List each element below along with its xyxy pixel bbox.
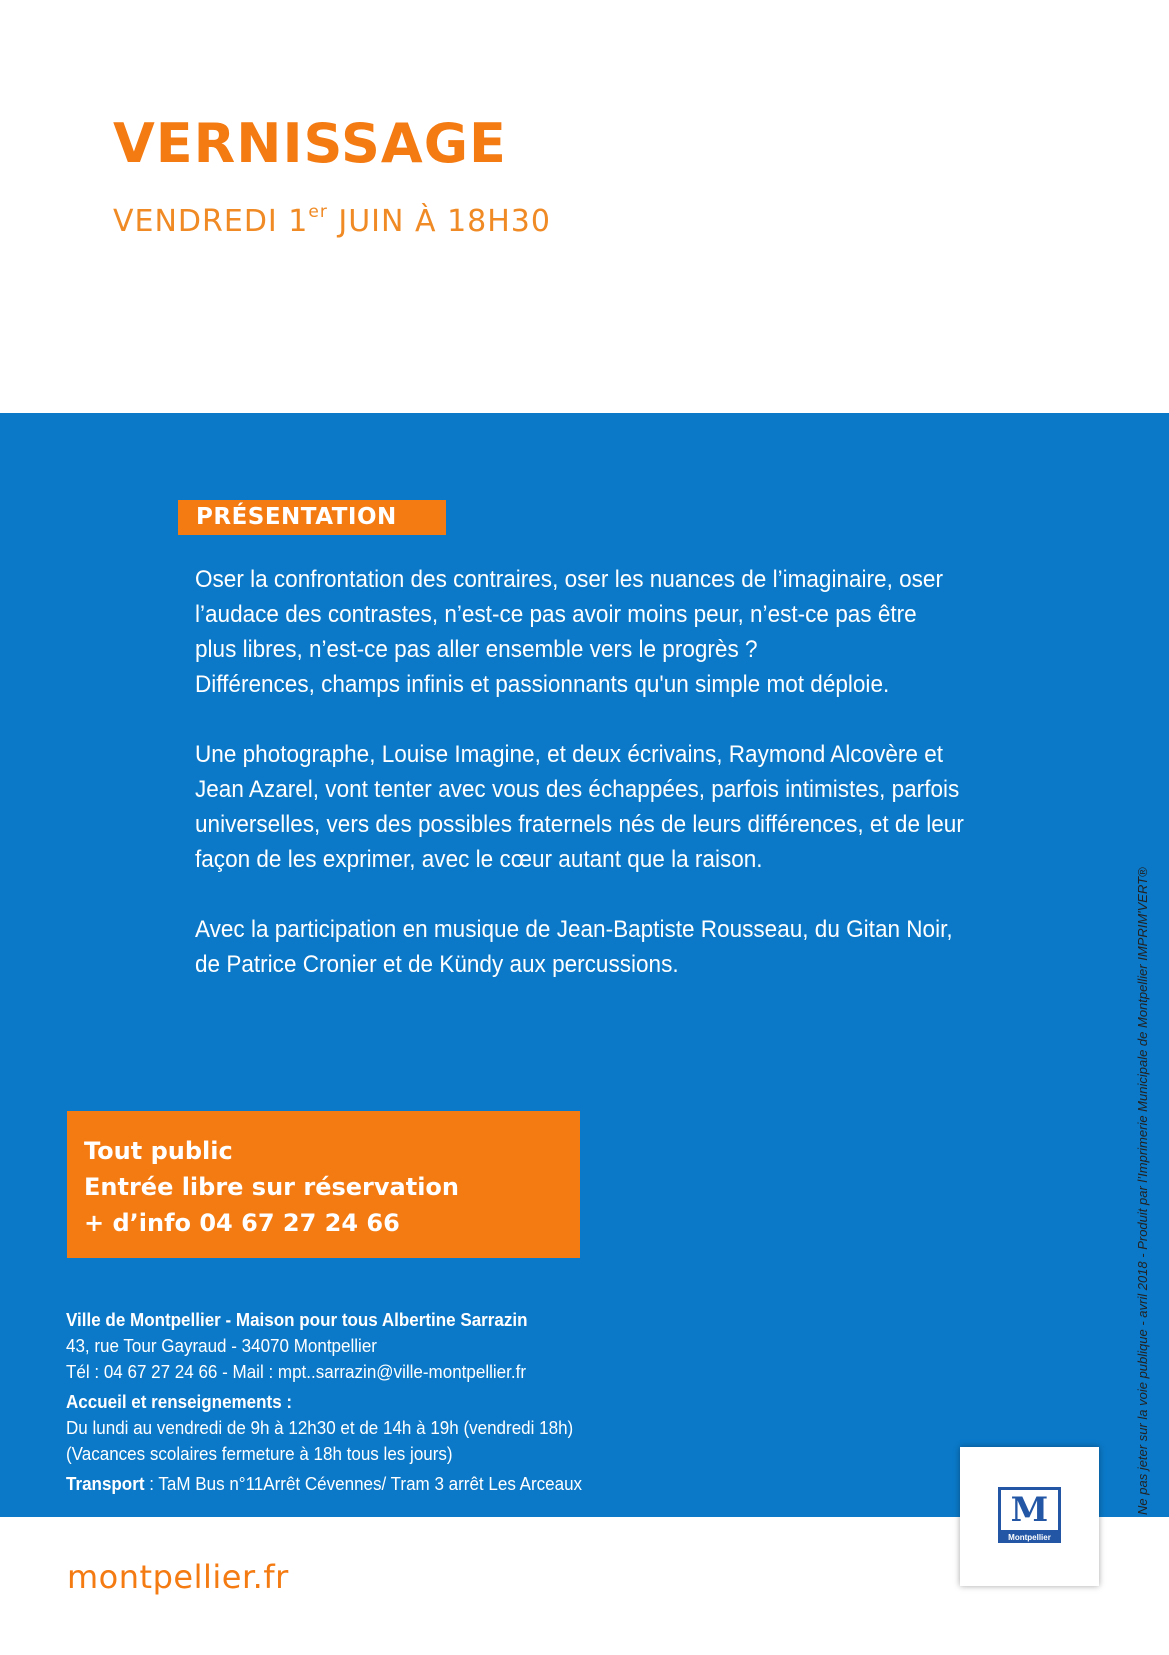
logo-letter: M (998, 1487, 1061, 1533)
text-line: Une photographe, Louise Imagine, et deux écrivains, Raymond Alcovère et (195, 741, 944, 768)
text-line: de Patrice Cronier et de Kündy aux percussions. (195, 951, 679, 978)
date-day: VENDREDI 1 (113, 204, 309, 239)
print-notice: Ne pas jeter sur la voie publique - avril 2018 - Produit par l’Imprimerie Municipale de Montpellier IMPRIM'VERT® (1135, 867, 1150, 1515)
info-phone: + d’info 04 67 27 24 66 (84, 1209, 400, 1237)
text-line: Avec la participation en musique de Jean-Baptiste Rousseau, du Gitan Noir, (195, 916, 953, 943)
presentation-text (195, 562, 1023, 1017)
organization-name: Ville de Montpellier - Maison pour tous Albertine Sarrazin (66, 1309, 528, 1330)
logo-word: Montpellier (1008, 1533, 1051, 1542)
audience-text: Tout public (84, 1137, 233, 1165)
logo-mark (998, 1487, 1061, 1543)
text-line: Différences, champs infinis et passionnants qu'un simple mot déploie. (195, 671, 890, 698)
paragraph-music (195, 912, 1023, 982)
event-date (113, 204, 551, 239)
text-line: Jean Azarel, vont tenter avec vous des échappées, parfois intimistes, parfois (195, 776, 960, 803)
presentation-label: PRÉSENTATION (178, 500, 446, 535)
text-line: l’audace des contrastes, n’est-ce pas avoir moins peur, n’est-ce pas être (195, 601, 917, 628)
info-box (67, 1111, 580, 1258)
paragraph-artists (195, 737, 1023, 877)
address: 43, rue Tour Gayraud - 34070 Montpellier (66, 1335, 377, 1356)
page-title: VERNISSAGE (113, 112, 507, 175)
phone-mail: Tél : 04 67 27 24 66 - Mail : mpt..sarrazin@ville-montpellier.fr (66, 1361, 526, 1382)
opening-hours: Du lundi au vendredi de 9h à 12h30 et de 14h à 19h (vendredi 18h) (66, 1417, 574, 1438)
entry-text: Entrée libre sur réservation (84, 1173, 459, 1201)
date-time: JUIN À 18H30 (327, 204, 551, 239)
text-line: façon de les exprimer, avec le cœur autant que la raison. (195, 846, 763, 873)
holiday-hours: (Vacances scolaires fermeture à 18h tous les jours) (66, 1443, 453, 1464)
montpellier-logo (960, 1447, 1099, 1586)
hours-title: Accueil et renseignements : (66, 1391, 293, 1412)
text-line: universelles, vers des possibles fraternels nés de leurs différences, et de leur (195, 811, 964, 838)
contact-block (66, 1307, 582, 1497)
text-line: plus libres, n’est-ce pas aller ensemble vers le progrès ? (195, 636, 758, 663)
transport-label: Transport (66, 1473, 145, 1494)
date-ordinal: er (308, 202, 328, 222)
paragraph-intro (195, 562, 1023, 702)
text-line: Oser la confrontation des contraires, oser les nuances de l’imaginaire, oser (195, 566, 943, 593)
transport-info: : TaM Bus n°11Arrêt Cévennes/ Tram 3 arrêt Les Arceaux (144, 1473, 583, 1494)
website-url: montpellier.fr (67, 1558, 289, 1596)
